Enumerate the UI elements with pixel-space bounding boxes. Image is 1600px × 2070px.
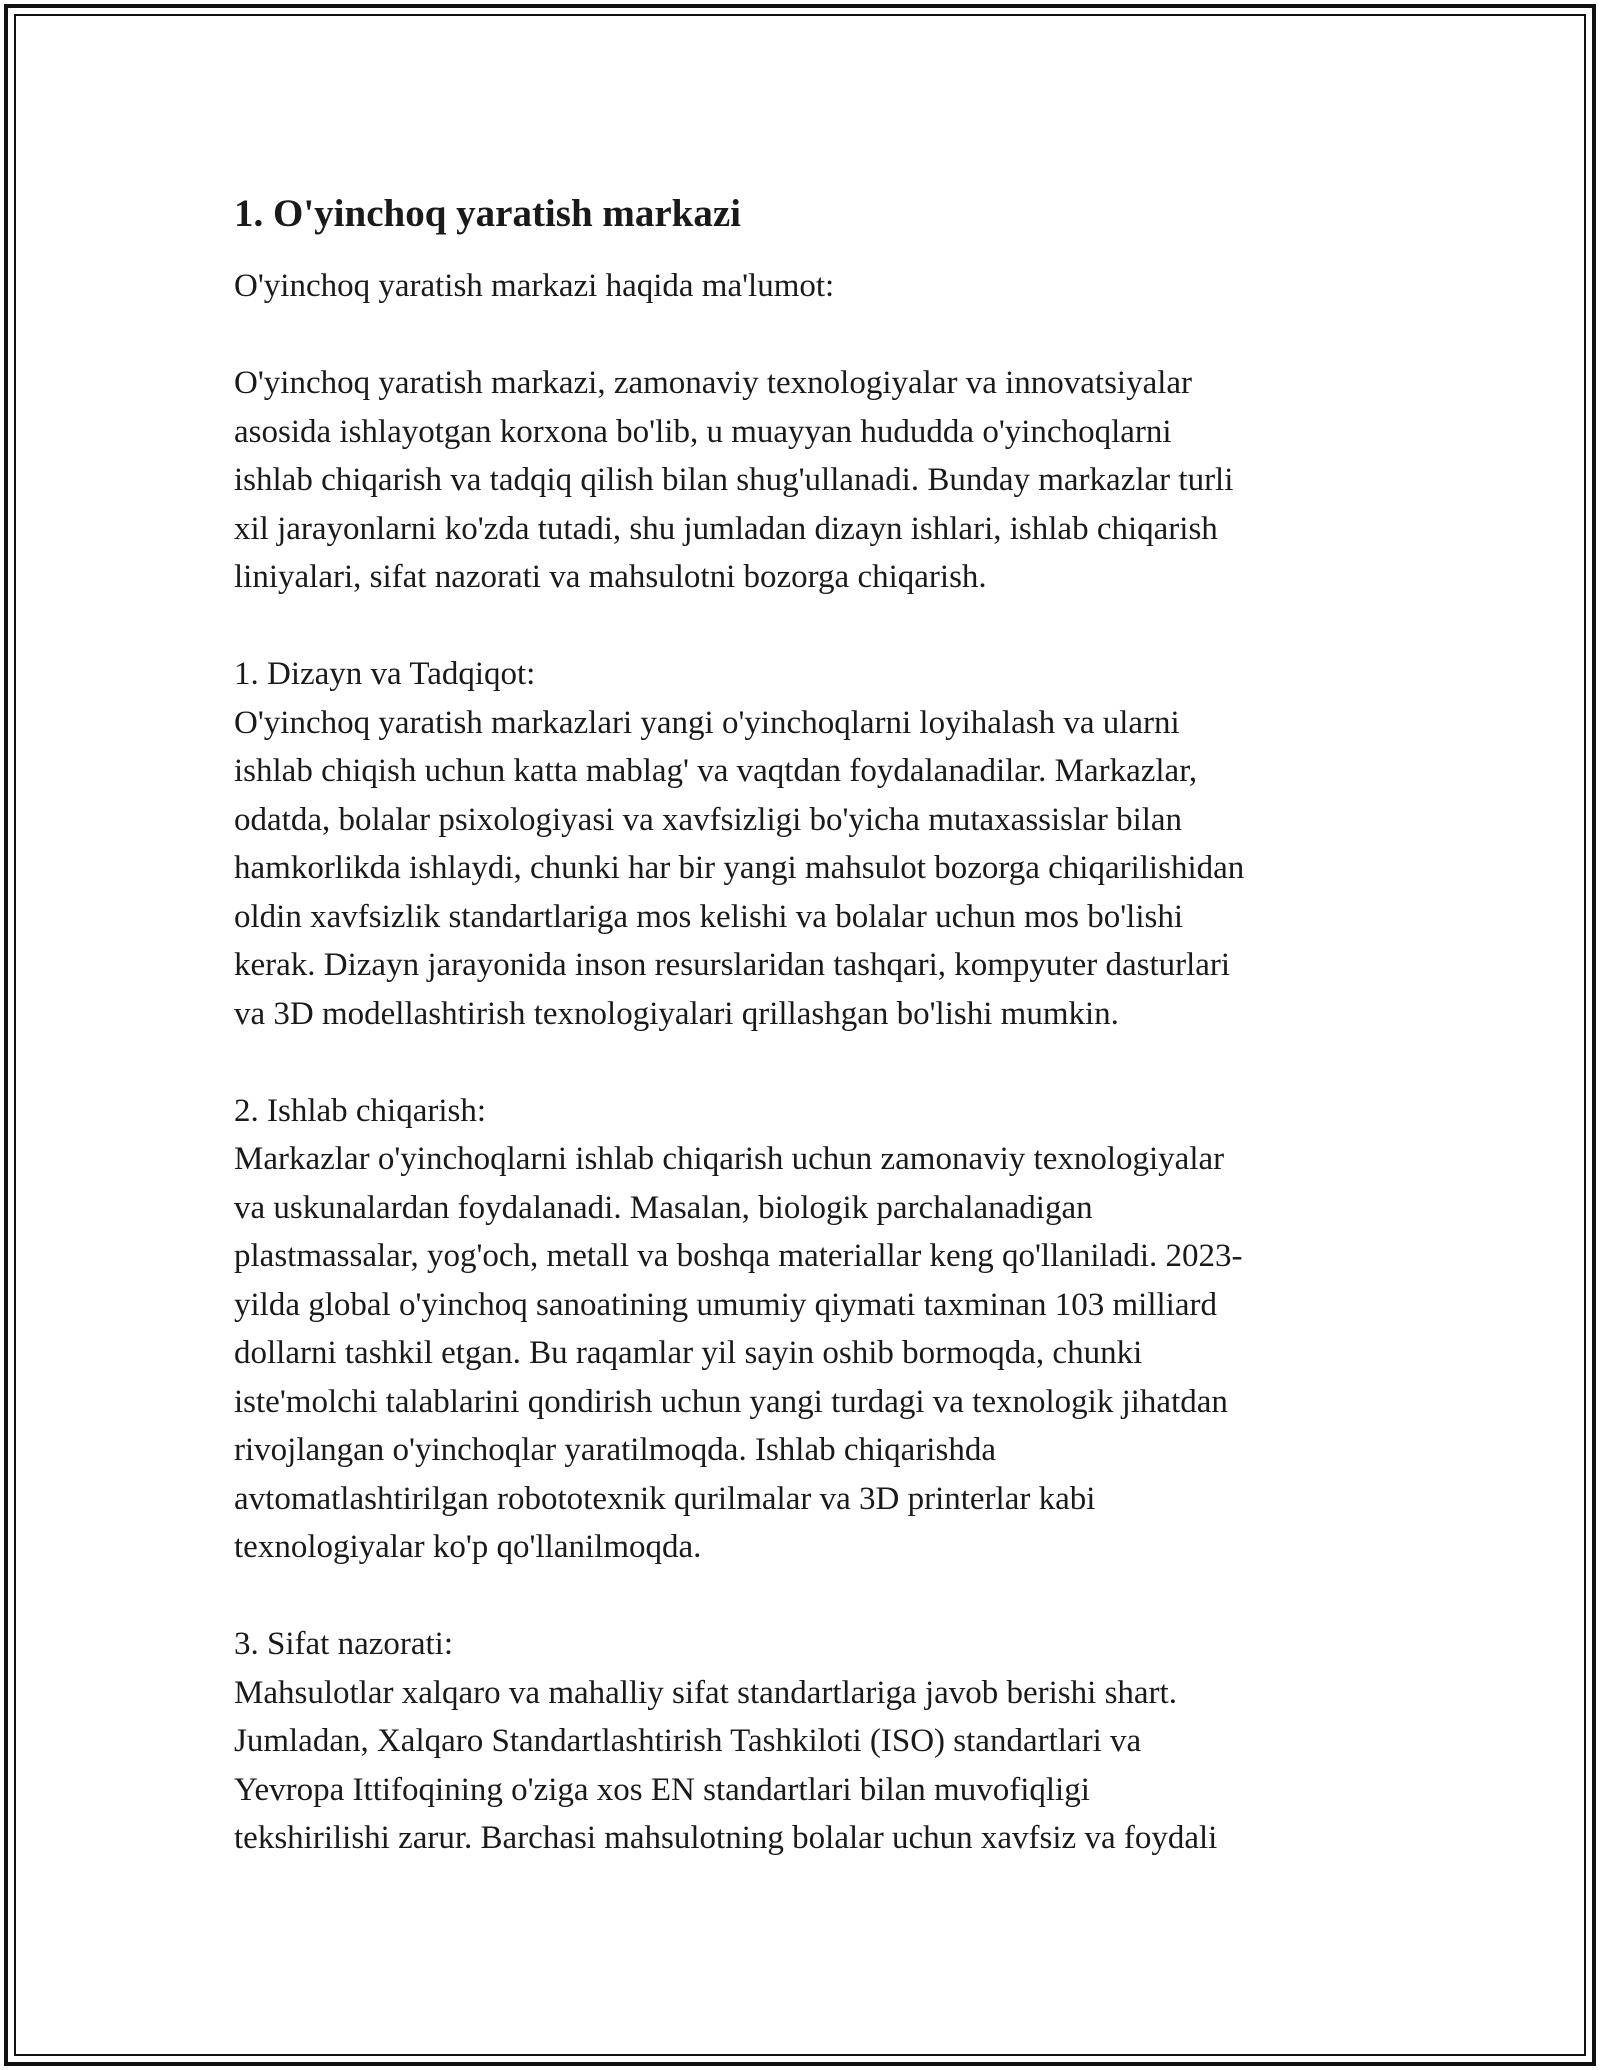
section-heading: 2. Ishlab chiqarish: <box>234 1092 487 1129</box>
section-quality-control <box>234 1620 1370 1863</box>
intro-label: O'yinchoq yaratish markazi haqida ma'lumot: <box>234 268 835 304</box>
section-line: yilda global o'yinchoq sanoatining umumiy qiymati taxminan 103 milliard <box>234 1286 1217 1323</box>
section-line: texnologiyalar ko'p qo'llanilmoqda. <box>234 1529 702 1565</box>
section-line: va 3D modellashtirish texnologiyalari qrillashgan bo'lishi mumkin. <box>234 995 1119 1032</box>
intro-line: asosida ishlayotgan korxona bo'lib, u muayyan hududda o'yinchoqlarni <box>234 413 1172 450</box>
section-design-research <box>234 650 1370 1038</box>
section-line: rivojlangan o'yinchoqlar yaratilmoqda. Ishlab chiqarishda <box>234 1432 996 1468</box>
section-line: ishlab chiqish uchun katta mablag' va vaqtdan foydalanadilar. Markazlar, <box>234 753 1198 789</box>
section-paragraph <box>234 1135 1370 1572</box>
intro-line: ishlab chiqarish va tadqiq qilish bilan shug'ullanadi. Bunday markazlar turli <box>234 462 1234 498</box>
intro-line: O'yinchoq yaratish markazi, zamonaviy texnologiyalar va innovatsiyalar <box>234 365 1193 401</box>
section-line: oldin xavfsizlik standartlariga mos kelishi va bolalar uchun mos bo'lishi <box>234 898 1184 935</box>
section-line: Yevropa Ittifoqining o'ziga xos EN standartlari bilan muvofiqligi <box>234 1771 1090 1808</box>
section-line: iste'molchi talablarini qondirish uchun yangi turdagi va texnologik jihatdan <box>234 1383 1228 1420</box>
document-body <box>234 186 1370 1911</box>
section-line: avtomatlashtirilgan robototexnik qurilmalar va 3D printerlar kabi <box>234 1480 1096 1517</box>
section-paragraph <box>234 1669 1370 1863</box>
intro-line: xil jarayonlarni ko'zda tutadi, shu jumladan dizayn ishlari, ishlab chiqarish <box>234 510 1218 547</box>
section-heading: 3. Sifat nazorati: <box>234 1626 454 1662</box>
section-heading: 1. Dizayn va Tadqiqot: <box>234 656 536 692</box>
intro-paragraph <box>234 359 1370 602</box>
intro-line: liniyalari, sifat nazorati va mahsulotni bozorga chiqarish. <box>234 559 987 595</box>
section-line: va uskunalardan foydalanadi. Masalan, biologik parchalanadigan <box>234 1189 1093 1226</box>
section-line: Mahsulotlar xalqaro va mahalliy sifat standartlariga javob berishi shart. <box>234 1674 1177 1711</box>
section-paragraph <box>234 699 1370 1039</box>
section-production <box>234 1087 1370 1572</box>
section-line: dollarni tashkil etgan. Bu raqamlar yil sayin oshib bormoqda, chunki <box>234 1335 1143 1371</box>
section-line: odatda, bolalar psixologiyasi va xavfsizligi bo'yicha mutaxassislar bilan <box>234 801 1183 838</box>
section-line: hamkorlikda ishlaydi, chunki har bir yangi mahsulot bozorga chiqarilishidan <box>234 850 1245 886</box>
section-line: O'yinchoq yaratish markazlari yangi o'yinchoqlarni loyihalash va ularni <box>234 704 1180 741</box>
section-line: tekshirilishi zarur. Barchasi mahsulotning bolalar uchun xavfsiz va foydali <box>234 1820 1218 1856</box>
section-line: Jumladan, Xalqaro Standartlashtirish Tashkiloti (ISO) standartlari va <box>234 1723 1142 1759</box>
section-line: kerak. Dizayn jarayonida inson resurslaridan tashqari, kompyuter dasturlari <box>234 947 1231 983</box>
section-line: plastmassalar, yog'och, metall va boshqa materiallar keng qo'llaniladi. 2023- <box>234 1238 1243 1274</box>
section-line: Markazlar o'yinchoqlarni ishlab chiqarish uchun zamonaviy texnologiyalar <box>234 1141 1225 1177</box>
document-title: 1. O'yinchoq yaratish markazi <box>234 192 742 235</box>
